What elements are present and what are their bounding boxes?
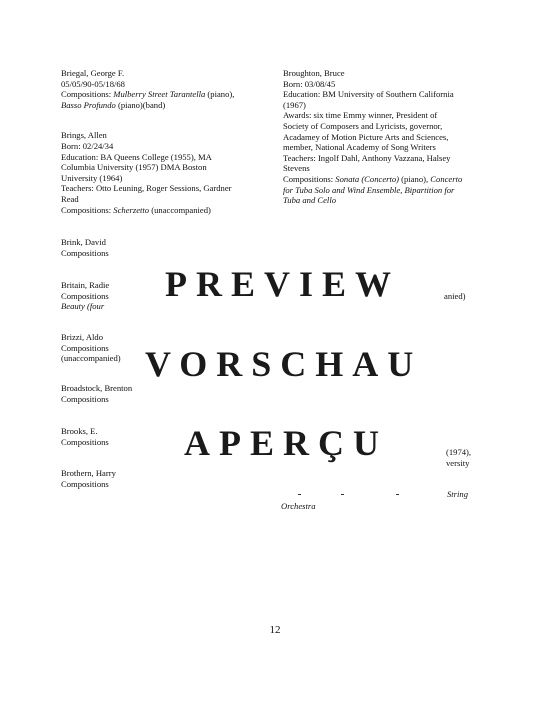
composition-title: Beauty (four — [61, 301, 105, 312]
entry-brothern — [61, 468, 116, 489]
watermark-preview: PREVIEW — [165, 264, 401, 304]
entry-brings — [61, 130, 266, 215]
composition-title: Tuba and Cello — [283, 195, 337, 206]
entry-broughton — [283, 68, 483, 206]
entry-teachers: Teachers: Otto Leuning, Roger Sessions, Gardner — [61, 183, 232, 194]
composition-note: (piano)(band) — [115, 99, 166, 110]
entry-brink — [61, 237, 109, 258]
entry-name: Broadstock, Brenton — [61, 383, 133, 393]
entry-compositions — [61, 89, 266, 100]
entry-name: Brings, Allen — [61, 130, 107, 141]
entry-name: Brothern, Harry — [61, 468, 116, 478]
text-fragment: String — [447, 489, 469, 499]
composition-title: Basso Profundo — [61, 99, 116, 110]
watermark-vorschau: VORSCHAU — [145, 344, 423, 384]
entry-born: Born: 02/24/34 — [61, 140, 114, 151]
entry-education: Columbia University (1957) DMA Boston — [61, 162, 207, 173]
entry-name: Britain, Radie — [61, 280, 110, 290]
entry-compositions: Compositions — [61, 247, 109, 258]
entry-compositions — [61, 205, 266, 216]
entry-name: Broughton, Bruce — [283, 68, 345, 78]
entry-awards: Society of Composers and Lyricists, governor, — [283, 120, 443, 131]
entry-compositions-cont — [61, 100, 266, 111]
entry-education: (1967) — [283, 99, 306, 110]
entry-born: Born: 03/08/45 — [283, 78, 336, 89]
entry-brooks — [61, 426, 109, 447]
entry-awards: Acadamey of Motion Picture Arts and Sciences, — [283, 131, 449, 142]
entry-compositions: Compositions — [61, 478, 109, 489]
scan-speck — [341, 494, 344, 495]
entry-compositions: Compositions — [61, 342, 109, 353]
text-fragment: versity — [446, 458, 470, 468]
text-fragment: (1974), — [446, 447, 472, 457]
entry-compositions: Compositions — [61, 436, 109, 447]
scan-speck — [298, 494, 301, 495]
page-number: 12 — [269, 624, 281, 636]
scan-speck — [396, 494, 399, 495]
entry-education: Education: BM University of Southern California — [283, 89, 454, 100]
entry-awards: member, National Academy of Song Writers — [283, 142, 436, 153]
entry-brizzi — [61, 332, 121, 364]
entry-briegal — [61, 68, 266, 110]
entry-name: Briegal, George F. — [61, 68, 125, 78]
entry-awards: Awards: six time Emmy winner, President of — [283, 110, 438, 121]
right-column — [283, 68, 483, 221]
entry-name: Brizzi, Aldo — [61, 332, 104, 342]
entry-name: Brooks, E. — [61, 426, 98, 436]
composition-note: (piano), — [205, 89, 235, 100]
entry-education: Education: BA Queens College (1955), MA — [61, 151, 212, 162]
composition-note: (unaccompanied) — [61, 353, 121, 364]
composition-title: for Tuba Solo and Wind Ensemble, Bipartition for — [283, 184, 455, 195]
compositions-label: Compositions: — [283, 173, 336, 184]
composition-note: (unaccompanied) — [149, 204, 211, 215]
composition-note: (piano), — [399, 173, 431, 184]
composition-title: Mulberry Street Tarantella — [113, 89, 206, 100]
entry-name: Brink, David — [61, 237, 106, 247]
composition-title: Scherzetto — [113, 204, 150, 215]
watermark-apercu: APERÇU — [184, 423, 388, 463]
entry-britain — [61, 280, 109, 312]
text-fragment: Orchestra — [281, 501, 316, 511]
entry-education: University (1964) — [61, 172, 123, 183]
composition-title: Sonata (Concerto) — [335, 173, 400, 184]
compositions-label: Compositions: — [61, 204, 114, 215]
entry-teachers: Read — [61, 193, 79, 204]
entry-teachers: Teachers: Ingolf Dahl, Anthony Vazzana, Halsey — [283, 152, 451, 163]
entry-compositions: Compositions — [61, 393, 109, 404]
entry-compositions — [283, 174, 483, 185]
text-fragment: anied) — [444, 291, 466, 301]
entry-compositions: Compositions — [61, 290, 109, 301]
entry-dates: 05/05/90-05/18/68 — [61, 78, 125, 89]
entry-broadstock — [61, 383, 133, 404]
compositions-label: Compositions: — [61, 89, 114, 100]
left-column — [61, 68, 266, 230]
composition-title: Concerto — [430, 173, 463, 184]
entry-teachers: Stevens — [283, 163, 310, 174]
